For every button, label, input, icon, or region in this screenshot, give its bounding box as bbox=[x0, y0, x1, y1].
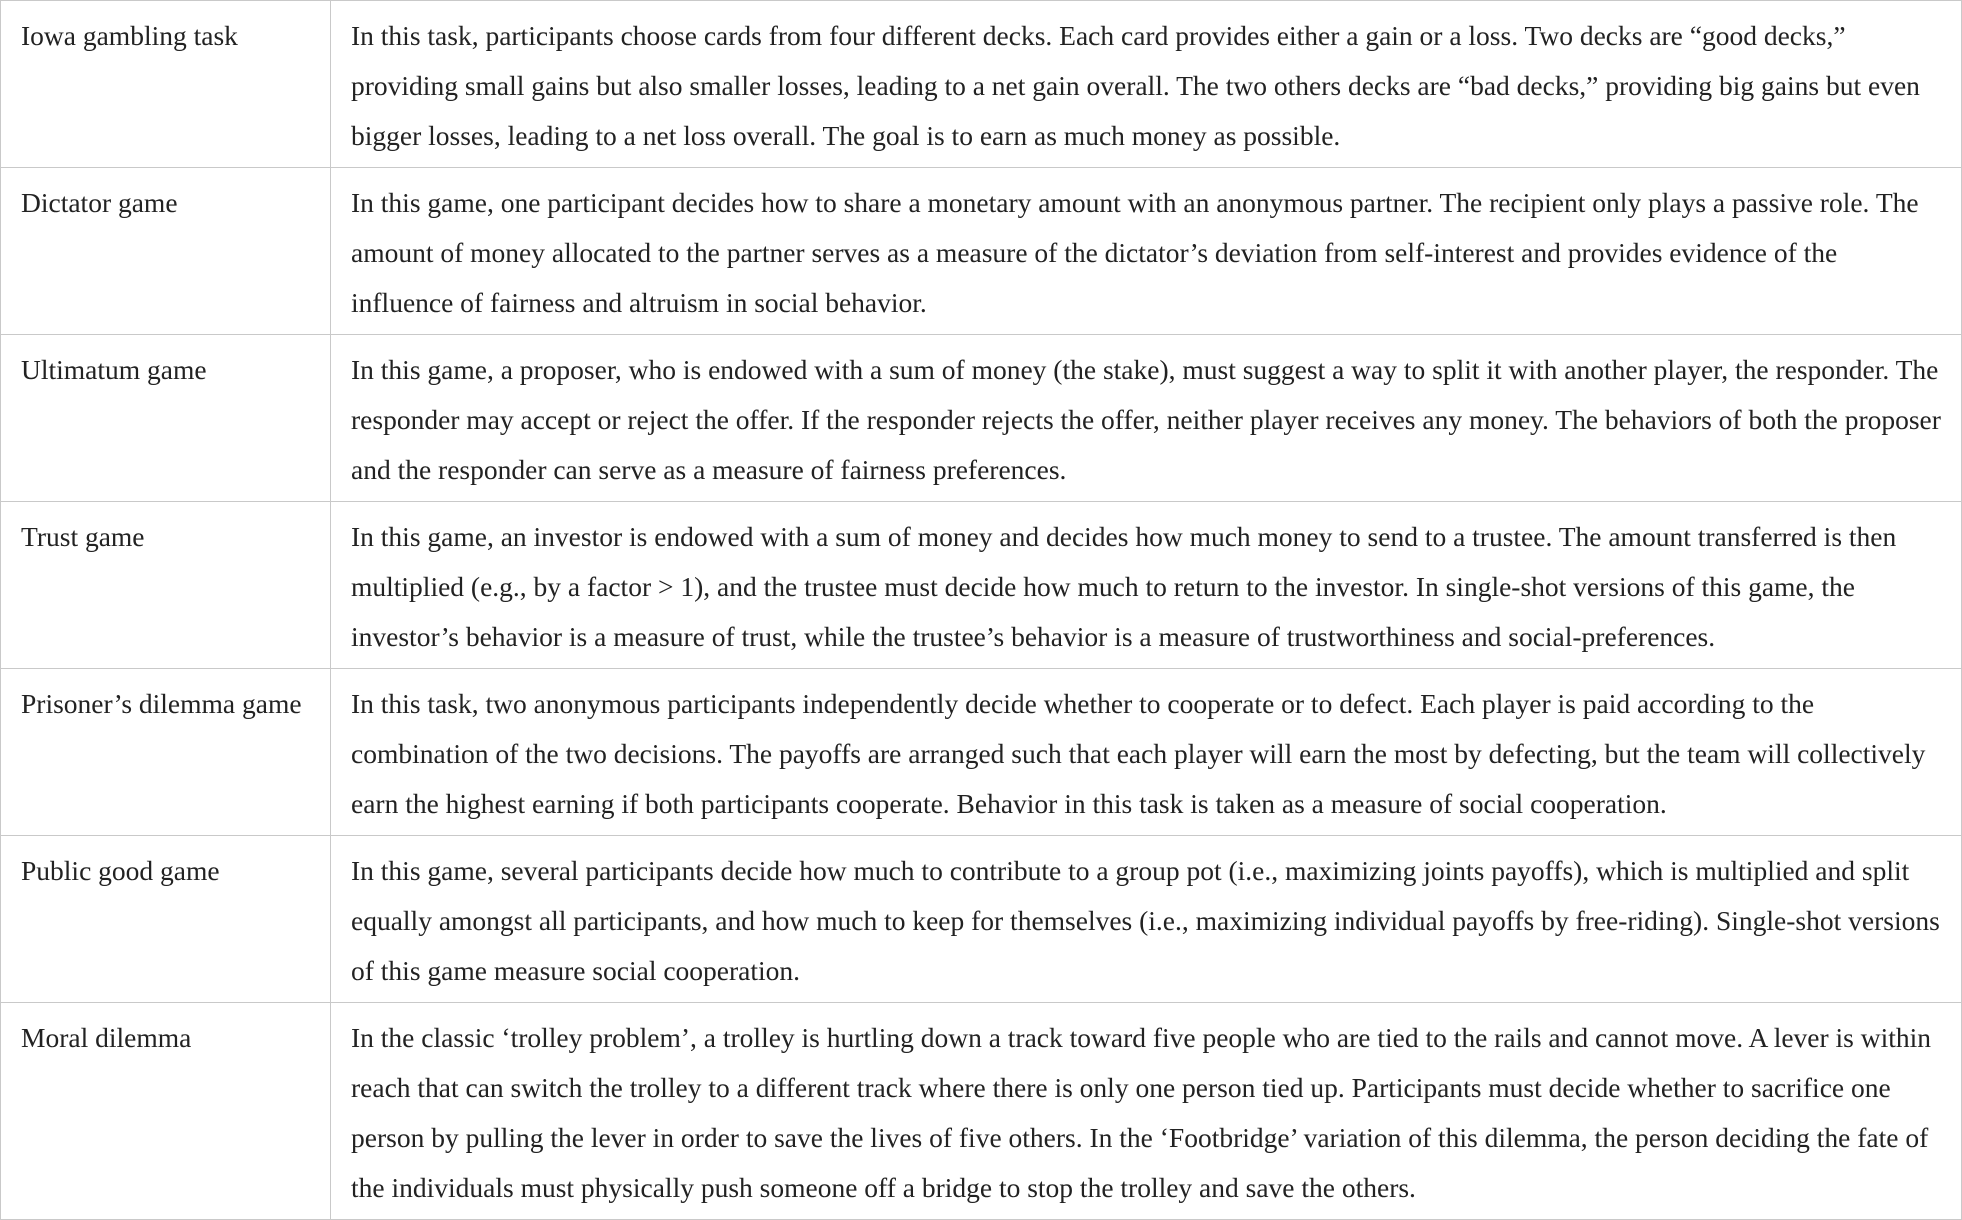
task-description: In this game, a proposer, who is endowed with a sum of money (the stake), must suggest a way to split it with another player, the responder. The responder may accept or reject the offer. If the responder rejects the offer, neither player receives any money. The behaviors of both the proposer and the responder can serve as a measure of fairness preferences. bbox=[331, 335, 1962, 502]
task-name: Ultimatum game bbox=[1, 335, 331, 502]
task-name: Iowa gambling task bbox=[1, 1, 331, 168]
task-description: In this game, an investor is endowed with a sum of money and decides how much money to send to a trustee. The amount transferred is then multiplied (e.g., by a factor > 1), and the trustee must decide how much to return to the investor. In single-shot versions of this game, the investor’s behavior is a measure of trust, while the trustee’s behavior is a measure of trustworthiness and social-preferences. bbox=[331, 502, 1962, 669]
table-row bbox=[1, 1, 1962, 168]
task-name: Prisoner’s dilemma game bbox=[1, 669, 331, 836]
table-row bbox=[1, 168, 1962, 335]
task-description: In this game, one participant decides how to share a monetary amount with an anonymous partner. The recipient only plays a passive role. The amount of money allocated to the partner serves as a measure of the dictator’s deviation from self-interest and provides evidence of the influence of fairness and altruism in social behavior. bbox=[331, 168, 1962, 335]
task-description: In this task, two anonymous participants independently decide whether to cooperate or to defect. Each player is paid according to the combination of the two decisions. The payoffs are arranged such that each player will earn the most by defecting, but the team will collectively earn the highest earning if both participants cooperate. Behavior in this task is taken as a measure of social cooperation. bbox=[331, 669, 1962, 836]
table-row bbox=[1, 335, 1962, 502]
task-description: In the classic ‘trolley problem’, a trolley is hurtling down a track toward five people who are tied to the rails and cannot move. A lever is within reach that can switch the trolley to a different track where there is only one person tied up. Participants must decide whether to sacrifice one person by pulling the lever in order to save the lives of five others. In the ‘Footbridge’ variation of this dilemma, the person deciding the fate of the individuals must physically push someone off a bridge to stop the trolley and save the others. bbox=[331, 1003, 1962, 1220]
task-description: In this game, several participants decide how much to contribute to a group pot (i.e., maximizing joints payoffs), which is multiplied and split equally amongst all participants, and how much to keep for themselves (i.e., maximizing individual payoffs by free-riding). Single-shot versions of this game measure social cooperation. bbox=[331, 836, 1962, 1003]
task-description: In this task, participants choose cards from four different decks. Each card provides either a gain or a loss. Two decks are “good decks,” providing small gains but also smaller losses, leading to a net gain overall. The two others decks are “bad decks,” providing big gains but even bigger losses, leading to a net loss overall. The goal is to earn as much money as possible. bbox=[331, 1, 1962, 168]
task-name: Dictator game bbox=[1, 168, 331, 335]
task-name: Trust game bbox=[1, 502, 331, 669]
table-row bbox=[1, 502, 1962, 669]
table-row bbox=[1, 836, 1962, 1003]
task-name: Public good game bbox=[1, 836, 331, 1003]
task-name: Moral dilemma bbox=[1, 1003, 331, 1220]
table-row bbox=[1, 669, 1962, 836]
table-row bbox=[1, 1003, 1962, 1220]
